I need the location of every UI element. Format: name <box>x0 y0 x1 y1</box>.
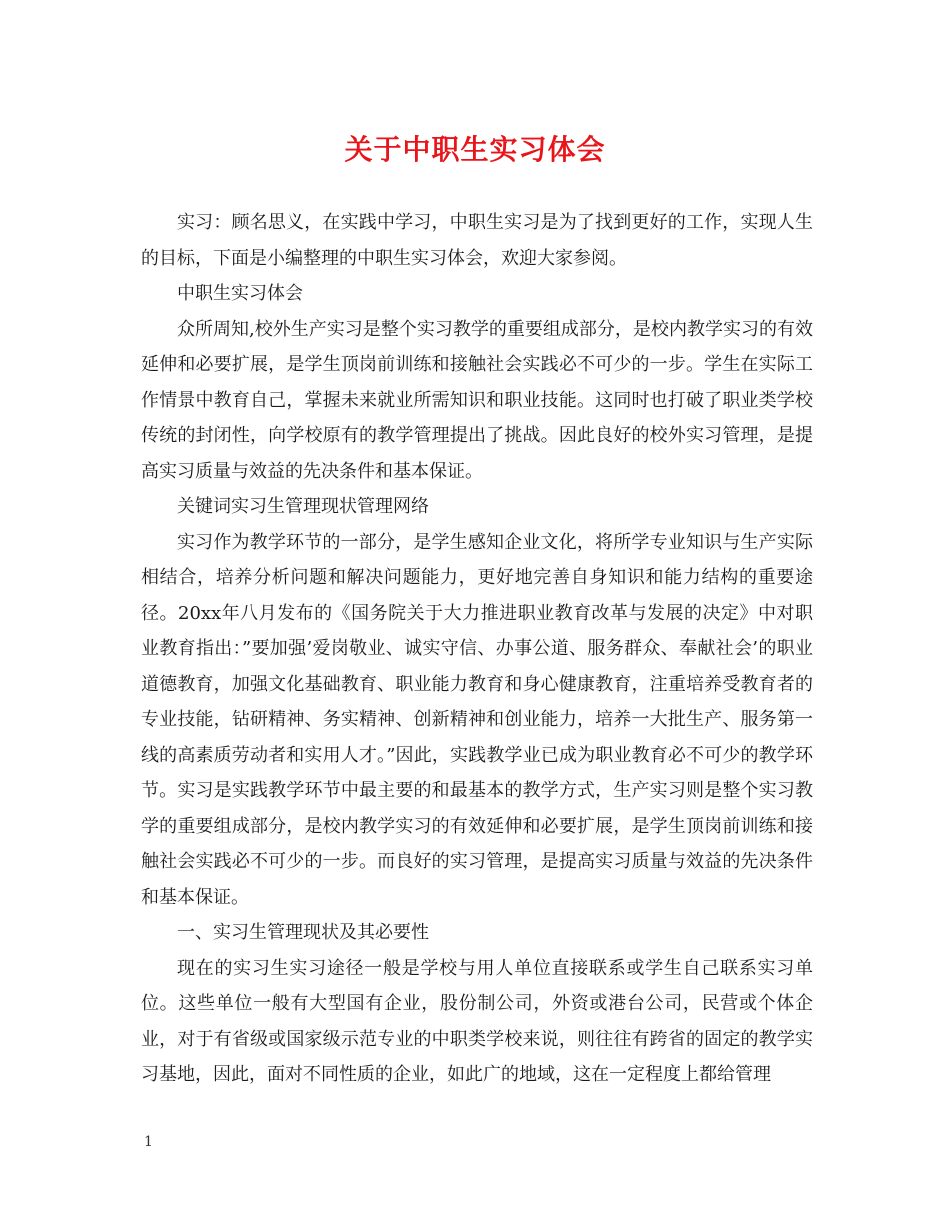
section-heading-1: 一、实习生管理现状及其必要性 <box>177 922 429 943</box>
paragraph-background: 实习作为教学环节的一部分，是学生感知企业文化，将所学专业知识与生产实际相结合，培养分析问题和解决问题能力，更好地完善自身知识和能力结构的重要途径。20xx年八月发布的《国务院关于大力推进职业教育改革与发展的决定》中对职业教育指出：”要加强’爱岗敬业、诚实守信、办事公道、服务群众、奉献社会’的职业道德教育，加强文化基础教育、职业能力教育和身心健康教育，注重培养受教育者的专业技能，钻研精神、务实精神、创新精神和创业能力，培养一大批生产、服务第一线的高素质劳动者和实用人才。”因此，实践教学业已成为职业教育必不可少的教学环节。实习是实践教学环节中最主要的和最基本的教学方式，生产实习则是整个实习教学的重要组成部分，是校内教学实习的有效延伸和必要扩展，是学生顶岗前训练和接触社会实践必不可少的一步。而良好的实习管理，是提高实习质量与效益的先决条件和基本保证。 <box>141 531 813 908</box>
paragraph-subtitle: 中职生实习体会 <box>177 283 303 304</box>
document-title: 关于中职生实习体会 <box>344 133 606 166</box>
paragraph-keywords: 关键词实习生管理现状管理网络 <box>177 496 429 517</box>
paragraph-intro: 实习：顾名思义，在实践中学习，中职生实习是为了找到更好的工作，实现人生的目标，下面是小编整理的中职生实习体会，欢迎大家参阅。 <box>141 212 813 269</box>
paragraph-status: 现在的实习生实习途径一般是学校与用人单位直接联系或学生自己联系实习单位。这些单位一般有大型国有企业，股份制公司，外资或港台公司，民营或个体企业，对于有省级或国家级示范专业的中职类学校来说，则往往有跨省的固定的教学实习基地，因此，面对不同性质的企业，如此广的地域，这在一定程度上都给管理 <box>141 957 813 1085</box>
paragraph-overview: 众所周知,校外生产实习是整个实习教学的重要组成部分，是校内教学实习的有效延伸和必要扩展，是学生顶岗前训练和接触社会实践必不可少的一步。学生在实际工作情景中教育自己，掌握未来就业所需知识和职业技能。这同时也打破了职业类学校传统的封闭性，向学校原有的教学管理提出了挑战。因此良好的校外实习管理，是提高实习质量与效益的先决条件和基本保证。 <box>141 318 813 482</box>
document-body <box>141 205 813 1093</box>
page-number: 1 <box>144 1134 153 1150</box>
